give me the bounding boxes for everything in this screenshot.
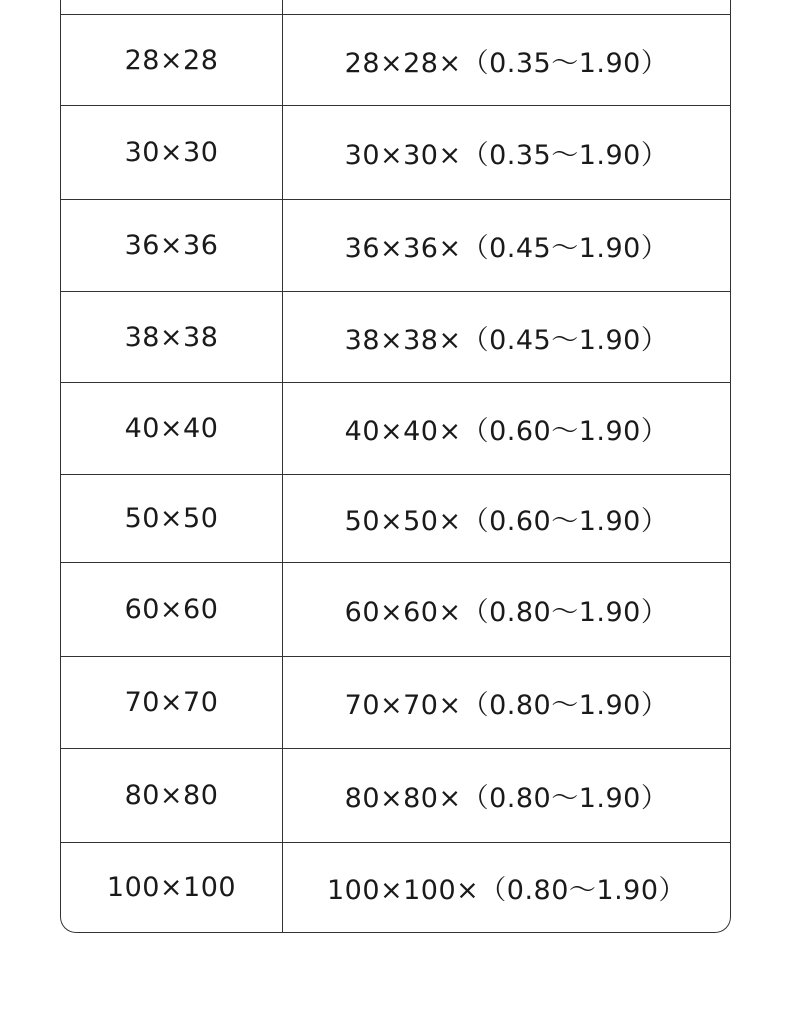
size-cell: 30×30 xyxy=(61,106,283,199)
table-row xyxy=(61,842,730,932)
spec-cell: 50×50×（0.60～1.90） xyxy=(344,506,669,537)
spec-cell: 28×28×（0.35～1.90） xyxy=(344,47,669,79)
size-cell: 60×60 xyxy=(61,563,283,656)
spec-cell: 80×80×（0.80～1.90） xyxy=(344,783,669,814)
spec-cell xyxy=(283,0,730,14)
size-cell: 50×50 xyxy=(61,475,283,562)
size-cell: 40×40 xyxy=(61,383,283,474)
table-row-partial xyxy=(61,0,730,14)
table-row xyxy=(61,562,730,656)
size-cell: 36×36 xyxy=(61,200,283,291)
size-cell: 100×100 xyxy=(61,843,283,932)
spec-cell: 100×100×（0.80～1.90） xyxy=(326,875,687,906)
spec-cell: 38×38×（0.45～1.90） xyxy=(344,324,669,356)
table-row xyxy=(61,382,730,474)
spec-cell: 60×60×（0.80～1.90） xyxy=(344,597,669,628)
table-row xyxy=(61,14,730,105)
spec-cell: 36×36×（0.45～1.90） xyxy=(344,233,669,264)
table-row xyxy=(61,656,730,748)
spec-cell: 40×40×（0.60～1.90） xyxy=(344,416,669,447)
table-row xyxy=(61,105,730,199)
spec-cell: 70×70×（0.80～1.90） xyxy=(344,690,669,721)
table-row xyxy=(61,199,730,291)
size-cell: 28×28 xyxy=(61,15,283,105)
spec-table xyxy=(60,0,731,933)
size-cell: 80×80 xyxy=(61,749,283,842)
table-row xyxy=(61,748,730,842)
size-cell: 38×38 xyxy=(61,292,283,382)
spec-cell: 30×30×（0.35～1.90） xyxy=(344,140,669,171)
table-row xyxy=(61,474,730,562)
size-cell xyxy=(61,0,283,14)
size-cell: 70×70 xyxy=(61,657,283,748)
table-row xyxy=(61,291,730,382)
